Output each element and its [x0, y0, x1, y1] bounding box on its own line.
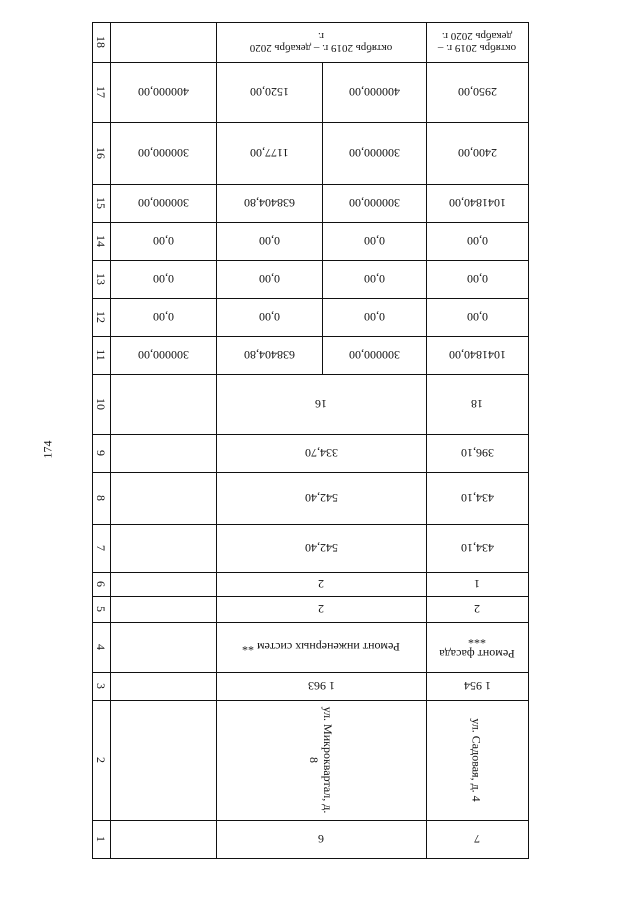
row7-c11: 1041840,00	[448, 348, 506, 362]
row7-c14: 0,00	[466, 234, 488, 248]
row7-address: ул. Садовая, д. 4	[469, 718, 484, 802]
row6-c11-a: 300000,00	[137, 348, 189, 362]
col-num-7: 7	[94, 545, 108, 551]
col-num-8: 8	[94, 495, 108, 501]
col-num-1: 1	[94, 836, 108, 842]
row6-c13-c: 0,00	[363, 272, 385, 286]
row6-c12-a: 0,00	[152, 310, 174, 324]
row7-c7: 434,10	[460, 541, 494, 555]
row6-work-type: Ремонт инженерных систем **	[242, 640, 400, 654]
row7-c5: 2	[474, 602, 480, 616]
row6-c16-a: 300000,00	[137, 146, 189, 160]
col-num-12: 12	[94, 311, 108, 323]
col-num-18: 18	[94, 36, 108, 48]
row7-year: 1 954	[463, 679, 491, 693]
row6-c11-c: 300000,00	[348, 348, 400, 362]
row7-c17: 2950,00	[457, 85, 497, 99]
row7-c6: 1	[474, 577, 480, 591]
row7-period: октябрь 2019 г. – декабрь 2020 г.	[437, 30, 517, 54]
row6-address: ул. Микроквартал, д. 8	[307, 706, 335, 814]
row6-c5: 2	[318, 602, 324, 616]
row6-c6: 2	[318, 577, 324, 591]
row7-c13: 0,00	[466, 272, 488, 286]
row6-c7: 542,40	[304, 541, 338, 555]
row6-c14-a: 0,00	[152, 234, 174, 248]
col-num-10: 10	[94, 398, 108, 410]
row7-number: 7	[474, 832, 480, 846]
col-num-15: 15	[94, 197, 108, 209]
row6-c17-c: 400000,00	[348, 85, 400, 99]
row7-c10: 18	[471, 397, 483, 411]
row6-c13-b: 0,00	[258, 272, 280, 286]
col-num-14: 14	[94, 235, 108, 247]
col-num-3: 3	[94, 683, 108, 689]
col-num-11: 11	[94, 349, 108, 361]
page-number: 174	[40, 440, 55, 459]
row6-c9: 334,70	[304, 446, 338, 460]
col-num-5: 5	[94, 606, 108, 612]
row7-c9: 396,10	[460, 446, 494, 460]
row6-c15-a: 300000,00	[137, 196, 189, 210]
col-num-4: 4	[94, 644, 108, 650]
row6-c10: 16	[315, 397, 327, 411]
row6-year: 1 963	[307, 679, 335, 693]
row6-c16-b: 1177,00	[249, 146, 289, 160]
row6-c12-b: 0,00	[258, 310, 280, 324]
data-table	[92, 22, 529, 858]
row6-c11-b: 638404,80	[243, 348, 295, 362]
row6-c16-c: 300000,00	[348, 146, 400, 160]
row6-c17-a: 400000,00	[137, 85, 189, 99]
row6-c12-c: 0,00	[363, 310, 385, 324]
row6-c15-c: 300000,00	[348, 196, 400, 210]
row7-c15: 1041840,00	[448, 196, 506, 210]
row7-c8: 434,10	[460, 491, 494, 505]
row7-c16: 2400,00	[457, 146, 497, 160]
col-num-2: 2	[94, 757, 108, 763]
row7-work-type: Ремонт фасада ***	[439, 633, 515, 661]
row7-c12: 0,00	[466, 310, 488, 324]
col-num-6: 6	[94, 581, 108, 587]
col-num-17: 17	[94, 86, 108, 98]
col-num-9: 9	[94, 450, 108, 456]
row6-c8: 542,40	[304, 491, 338, 505]
row6-c14-c: 0,00	[363, 234, 385, 248]
row6-c14-b: 0,00	[258, 234, 280, 248]
row6-c17-b: 1520,00	[249, 85, 289, 99]
row6-c15-b: 638404,80	[243, 196, 295, 210]
col-num-16: 16	[94, 147, 108, 159]
row6-period: октябрь 2019 г. – декабрь 2020 г.	[249, 30, 393, 54]
row6-number: 6	[318, 832, 324, 846]
col-num-13: 13	[94, 273, 108, 285]
row6-c13-a: 0,00	[152, 272, 174, 286]
